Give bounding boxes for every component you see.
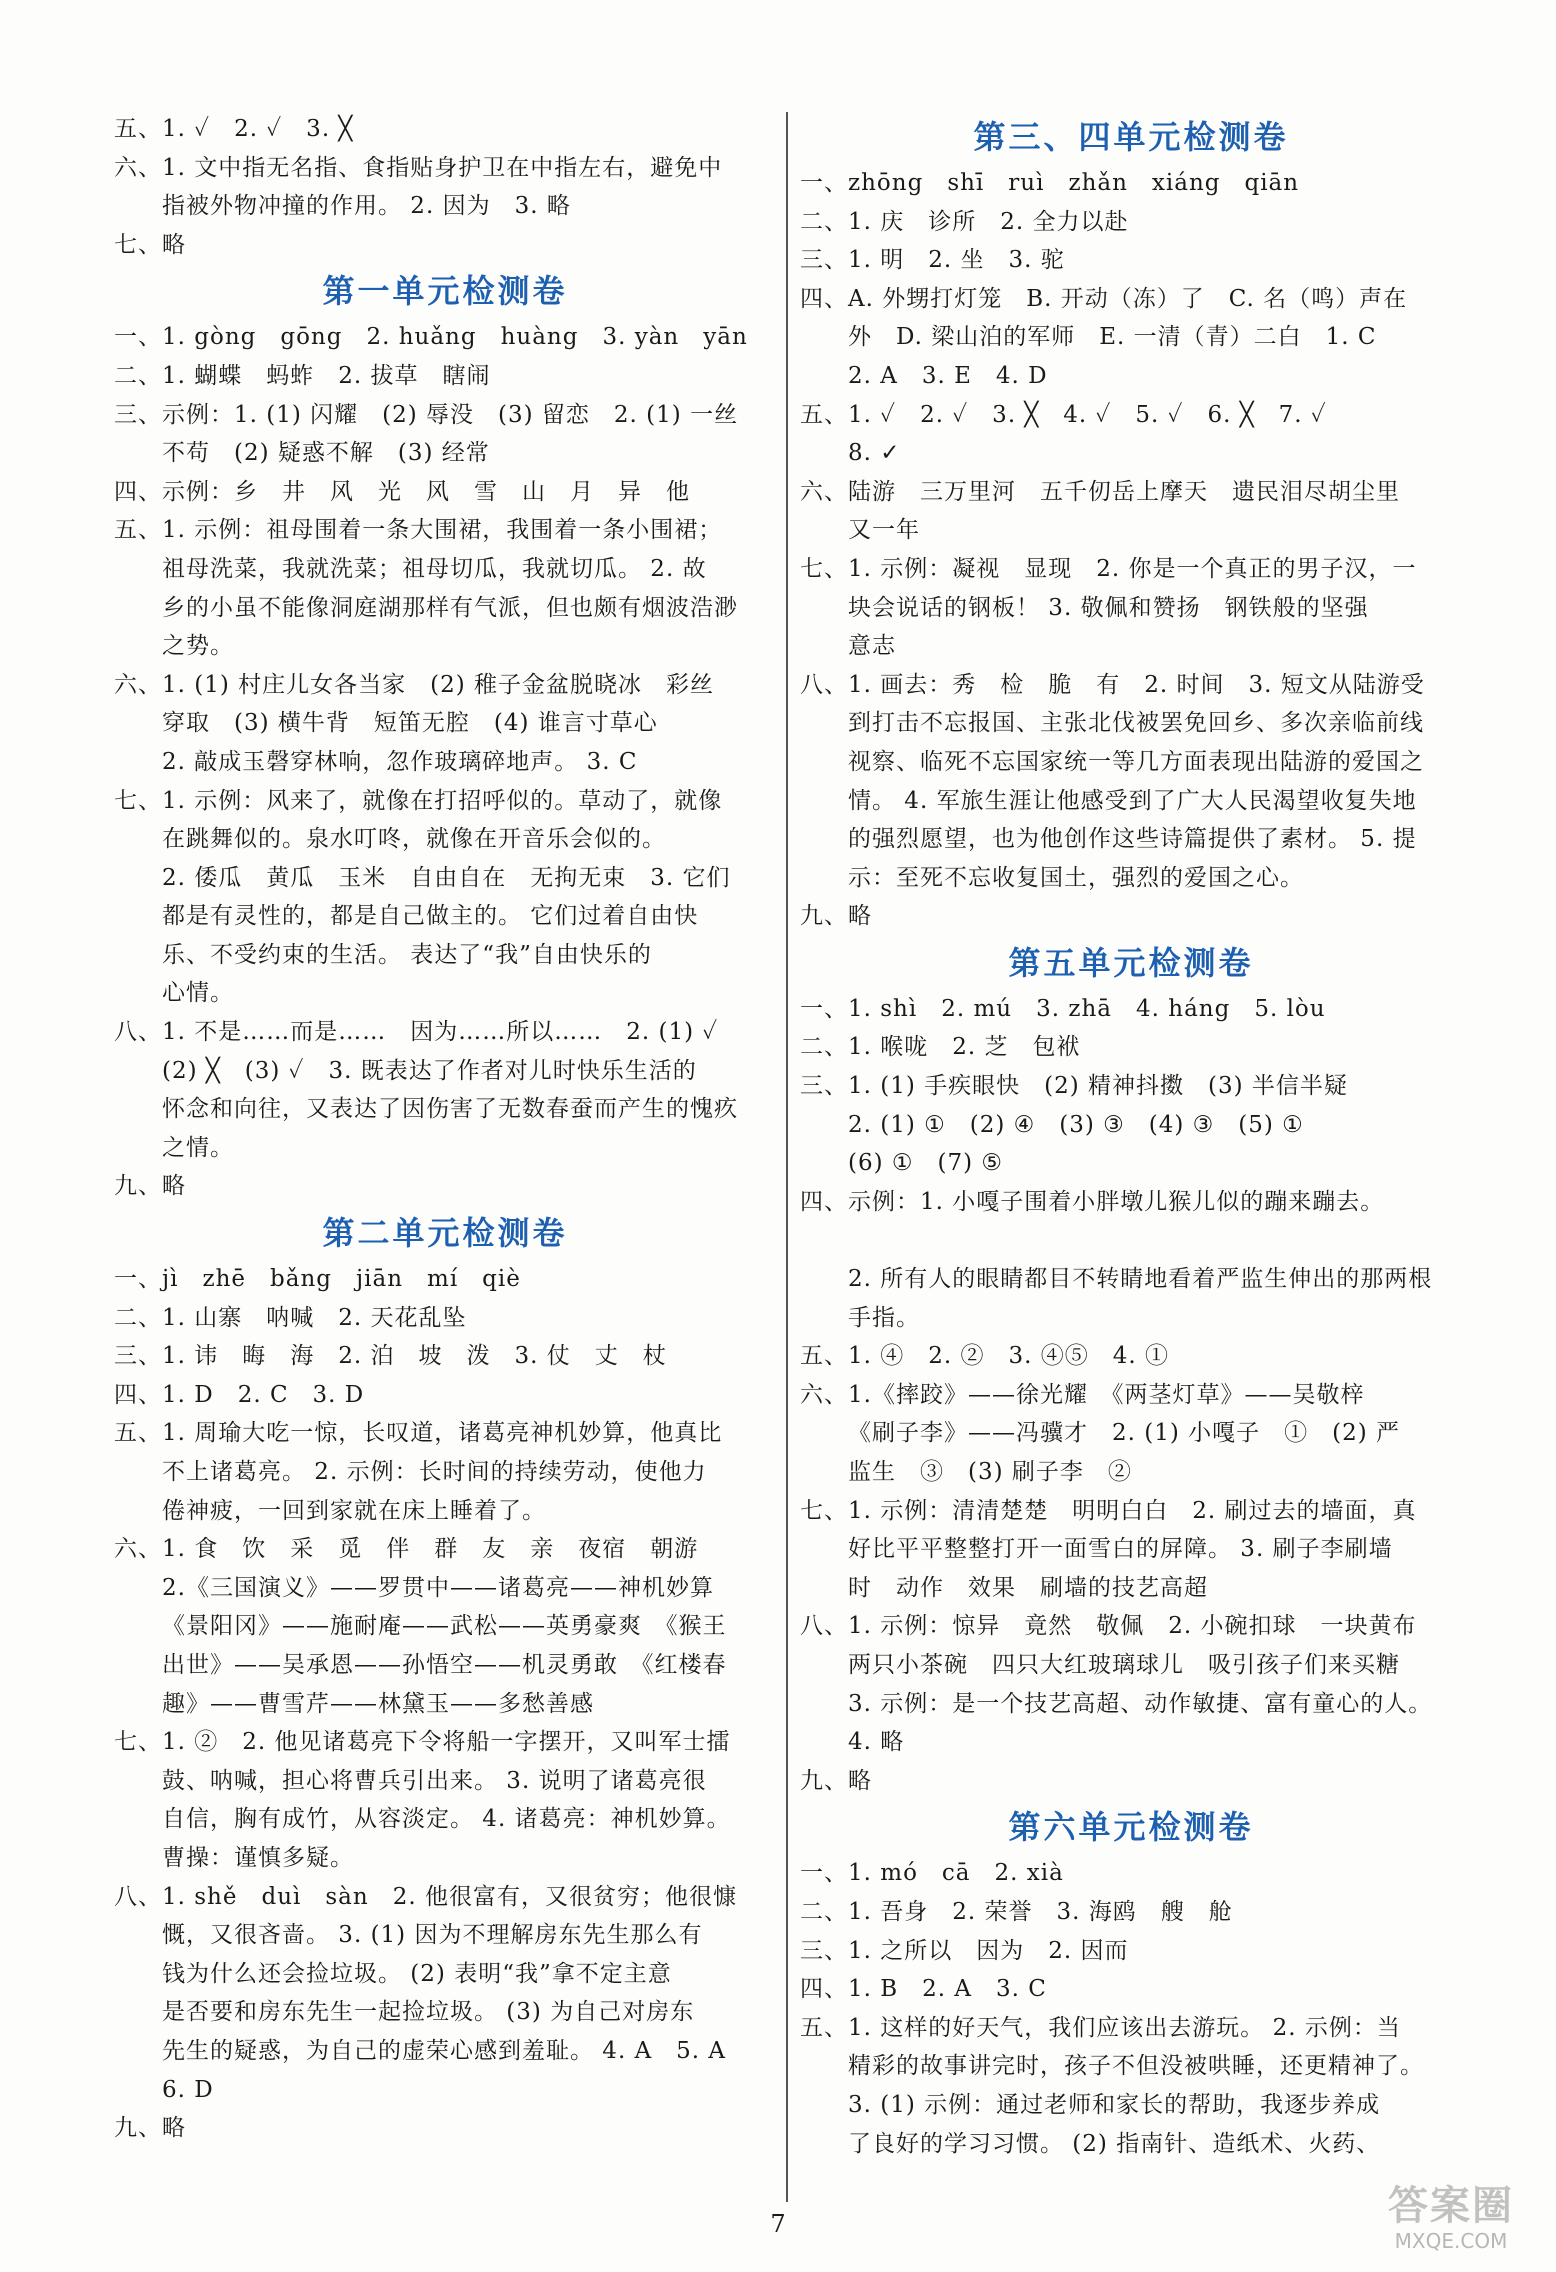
answer-line: 怀念和向往，又表达了因伤害了无数春蚕而产生的愧疚 [162, 1096, 738, 1123]
answer-line: 四、示例：1. 小嘎子围着小胖墩儿猴儿似的蹦来蹦去。 [800, 1188, 1385, 1215]
answer-line: 二、1. 吾身 2. 荣誉 3. 海鸥 艘 舱 [800, 1898, 1233, 1925]
answer-line: 4. 略 [848, 1729, 905, 1756]
answer-line: 指被外物冲撞的作用。 2. 因为 3. 略 [162, 193, 571, 220]
answer-line: 八、1. 画去：秀 检 脆 有 2. 时间 3. 短文从陆游受 [800, 671, 1425, 698]
answer-line: 鼓、呐喊，担心将曹兵引出来。 3. 说明了诸葛亮很 [162, 1767, 707, 1794]
answer-line: 出世》——吴承恩——孙悟空——机灵勇敢 《红楼春 [162, 1651, 727, 1678]
answer-line: 示：至死不忘收复国土，强烈的爱国之心。 [848, 864, 1304, 891]
answer-line: 又一年 [848, 517, 920, 544]
answer-line: 二、1. 山寨 呐喊 2. 天花乱坠 [114, 1304, 467, 1331]
answer-line: 情。 4. 军旅生涯让他感受到了广大人民渴望收复失地 [848, 787, 1417, 814]
answer-line: 一、1. shì 2. mú 3. zhā 4. háng 5. lòu [800, 995, 1326, 1022]
answer-line: (6) ① (7) ⑤ [848, 1150, 1004, 1177]
answer-line: 六、1. 食 饮 采 觅 伴 群 友 亲 夜宿 朝游 [114, 1536, 699, 1563]
answer-line: 六、1. (1) 村庄儿女各当家 (2) 稚子金盆脱晓冰 彩丝 [114, 671, 715, 698]
column-divider [786, 112, 788, 2202]
answer-line: 手指。 [848, 1304, 920, 1331]
answer-line: 乐、不受约束的生活。 表达了“我”自由快乐的 [162, 941, 652, 968]
answer-line: 九、略 [800, 903, 872, 930]
answer-line: 《景阳冈》——施耐庵——武松——英勇豪爽 《猴王 [162, 1613, 727, 1640]
answer-line [800, 1221, 1462, 1260]
answer-line: 四、1. D 2. C 3. D [114, 1381, 365, 1408]
answer-line: 二、1. 喉咙 2. 芝 包袱 [800, 1034, 1081, 1061]
answer-line: 先生的疑惑，为自己的虚荣心感到羞耻。 4. A 5. A [162, 2037, 727, 2064]
answer-line: 七、1. 示例：风来了，就像在打招呼似的。草动了，就像 [114, 787, 723, 814]
section-title: 第五单元检测卷 [1008, 943, 1254, 982]
answer-line: 九、略 [114, 2115, 186, 2142]
watermark-url: MXQE.COM [1394, 2229, 1508, 2253]
answer-line: 之势。 [162, 633, 234, 660]
answer-line: 好比平平整整打开一面雪白的屏障。 3. 刷子李刷墙 [848, 1536, 1393, 1563]
answer-line: 不苟 (2) 疑惑不解 (3) 经常 [162, 440, 490, 467]
answer-line: 七、略 [114, 231, 186, 258]
answer-line: 一、1. mó cā 2. xià [800, 1860, 1064, 1887]
answer-line: 2.《三国演义》——罗贯中——诸葛亮——神机妙算 [162, 1574, 714, 1601]
answer-line: 自信，胸有成竹，从容淡定。 4. 诸葛亮：神机妙算。 [162, 1806, 731, 1833]
answer-line: 二、1. 蝴蝶 蚂蚱 2. 拔草 瞎闹 [114, 362, 491, 389]
answer-line: 五、1. 这样的好天气，我们应该出去游玩。 2. 示例：当 [800, 2014, 1401, 2041]
watermark-logo-text: 答案圈 [1388, 2183, 1514, 2229]
answer-line: 六、1.《摔跤》——徐光耀 《两茎灯草》——吴敬梓 [800, 1381, 1365, 1408]
answer-line: 一、1. gòng gōng 2. huǎng huàng 3. yàn yān [114, 324, 748, 351]
answer-line: 慨，又很吝啬。 3. (1) 因为不理解房东先生那么有 [162, 1922, 703, 1949]
answer-line: 意志 [848, 633, 896, 660]
answer-line: 3. (1) 示例：通过老师和家长的帮助，我逐步养成 [848, 2091, 1381, 2118]
answer-line: 到打击不忘报国、主张北伐被罢免回乡、多次亲临前线 [848, 710, 1424, 737]
answer-line: 祖母洗菜，我就洗菜；祖母切瓜，我就切瓜。 2. 故 [162, 555, 707, 582]
answer-line: 之情。 [162, 1134, 234, 1161]
answer-line: 一、jì zhē bǎng jiān mí qiè [114, 1266, 521, 1293]
answer-line: 五、1. 周瑜大吃一惊，长叹道，诸葛亮神机妙算，他真比 [114, 1420, 723, 1447]
answer-line: 6. D [162, 2076, 214, 2103]
answer-line: 三、1. 讳 晦 海 2. 泊 坡 泼 3. 仗 丈 杖 [114, 1343, 667, 1370]
answer-line: 是否要和房东先生一起捡垃圾。 (3) 为自己对房东 [162, 1999, 695, 2026]
answer-line: 八、1. 不是……而是…… 因为……所以…… 2. (1) ✓ [114, 1019, 719, 1046]
answer-line: 外 D. 梁山泊的军师 E. 一清（青）二白 1. C [848, 324, 1377, 351]
answer-line: 五、1. ✓ 2. ✓ 3. ╳ [114, 116, 354, 142]
answer-line: 块会说话的钢板！ 3. 敬佩和赞扬 钢铁般的坚强 [848, 594, 1369, 621]
answer-line: 了良好的学习习惯。 (2) 指南针、造纸术、火药、 [848, 2130, 1381, 2157]
left-column [114, 110, 776, 2148]
answer-line: 三、1. 明 2. 坐 3. 驼 [800, 247, 1065, 274]
section-title: 第三、四单元检测卷 [973, 118, 1289, 156]
answer-line: 八、1. 示例：惊异 竟然 敬佩 2. 小碗扣球 一块黄布 [800, 1613, 1417, 1640]
answer-line: 九、略 [800, 1767, 872, 1794]
answer-line: 两只小茶碗 四只大红玻璃球儿 吸引孩子们来买糖 [848, 1651, 1400, 1678]
answer-line: 穿取 (3) 横牛背 短笛无腔 (4) 谁言寸草心 [162, 710, 658, 737]
answer-line: 的强烈愿望，也为他创作这些诗篇提供了素材。 5. 提 [848, 826, 1417, 853]
answer-line: 九、略 [114, 1173, 186, 1200]
answer-line: 六、1. 文中指无名指、食指贴身护卫在中指左右，避免中 [114, 154, 723, 181]
section-title: 第六单元检测卷 [1008, 1808, 1254, 1847]
answer-line: 3. 示例：是一个技艺高超、动作敏捷、富有童心的人。 [848, 1690, 1433, 1717]
answer-line: 趣》——曹雪芹——林黛玉——多愁善感 [162, 1690, 594, 1717]
answer-line: 都是有灵性的，都是自己做主的。 它们过着自由快 [162, 903, 699, 930]
right-column [800, 110, 1462, 2163]
answer-line: 八、1. shě duì sàn 2. 他很富有，又很贫穷；他很慷 [114, 1883, 737, 1910]
answer-line: 五、1. ④ 2. ② 3. ④⑤ 4. ① [800, 1343, 1170, 1370]
answer-line: 四、A. 外甥打灯笼 B. 开动（冻）了 C. 名（鸣）声在 [800, 285, 1408, 312]
answer-line: 时 动作 效果 刷墙的技艺高超 [848, 1574, 1208, 1601]
answer-line: 2. 倭瓜 黄瓜 玉米 自由自在 无拘无束 3. 它们 [162, 864, 731, 891]
answer-line: 2. 所有人的眼睛都目不转睛地看着严监生伸出的那两根 [848, 1266, 1433, 1293]
answer-line: 8. ✓ [848, 440, 901, 467]
page-number: 7 [770, 2210, 786, 2238]
answer-line: (2) ╳ (3) ✓ 3. 既表达了作者对儿时快乐生活的 [162, 1057, 697, 1084]
answer-line: 一、zhōng shī ruì zhǎn xiáng qiān [800, 170, 1300, 196]
answer-line: 监生 ③ (3) 刷子李 ② [848, 1459, 1132, 1485]
answer-line: 七、1. ② 2. 他见诸葛亮下令将船一字摆开，又叫军士擂 [114, 1729, 731, 1756]
answer-line: 五、1. 示例：祖母围着一条大围裙，我围着一条小围裙； [114, 517, 723, 544]
answer-line: 二、1. 庆 诊所 2. 全力以赴 [800, 208, 1129, 235]
answer-line: 四、示例：乡 井 风 光 风 雪 山 月 异 他 [114, 478, 690, 505]
answer-line: 三、1. 之所以 因为 2. 因而 [800, 1937, 1129, 1964]
answer-line: 《刷子李》——冯骥才 2. (1) 小嘎子 ① (2) 严 [848, 1420, 1401, 1447]
answer-line: 钱为什么还会捡垃圾。 (2) 表明“我”拿不定主意 [162, 1960, 672, 1987]
section-title: 第二单元检测卷 [322, 1214, 568, 1253]
answer-line: 七、1. 示例：清清楚楚 明明白白 2. 刷过去的墙面，真 [800, 1497, 1417, 1524]
answer-line: 2. A 3. E 4. D [848, 362, 1048, 389]
answer-line: 视察、临死不忘国家统一等几方面表现出陆游的爱国之 [848, 748, 1424, 775]
answer-line: 三、示例：1. (1) 闪耀 (2) 辱没 (3) 留恋 2. (1) 一丝 [114, 401, 739, 428]
answer-line: 倦神疲，一回到家就在床上睡着了。 [162, 1497, 546, 1524]
answer-line: 在跳舞似的。泉水叮咚，就像在开音乐会似的。 [162, 826, 666, 853]
answer-line: 三、1. (1) 手疾眼快 (2) 精神抖擞 (3) 半信半疑 [800, 1073, 1348, 1100]
answer-line: 精彩的故事讲完时，孩子不但没被哄睡，还更精神了。 [848, 2053, 1424, 2080]
answer-line: 不上诸葛亮。 2. 示例：长时间的持续劳动，使他力 [162, 1459, 707, 1485]
section-title: 第一单元检测卷 [322, 272, 568, 311]
answer-line: 曹操：谨慎多疑。 [162, 1844, 354, 1871]
watermark-logo [1366, 2182, 1536, 2262]
answer-line: 2. 敲成玉磬穿林响，忽作玻璃碎地声。 3. C [162, 748, 638, 775]
answer-line: 乡的小虽不能像洞庭湖那样有气派，但也颇有烟波浩渺 [162, 594, 738, 621]
answer-line: 六、陆游 三万里河 五千仞岳上摩天 遗民泪尽胡尘里 [800, 478, 1400, 505]
answer-line: 七、1. 示例：凝视 显现 2. 你是一个真正的男子汉，一 [800, 555, 1417, 582]
answer-line: 心情。 [162, 980, 234, 1007]
answer-line: 2. (1) ① (2) ④ (3) ③ (4) ③ (5) ① [848, 1111, 1304, 1138]
answer-line: 四、1. B 2. A 3. C [800, 1976, 1047, 2003]
answer-line: 五、1. ✓ 2. ✓ 3. ╳ 4. ✓ 5. ✓ 6. ╳ 7. ✓ [800, 401, 1327, 428]
